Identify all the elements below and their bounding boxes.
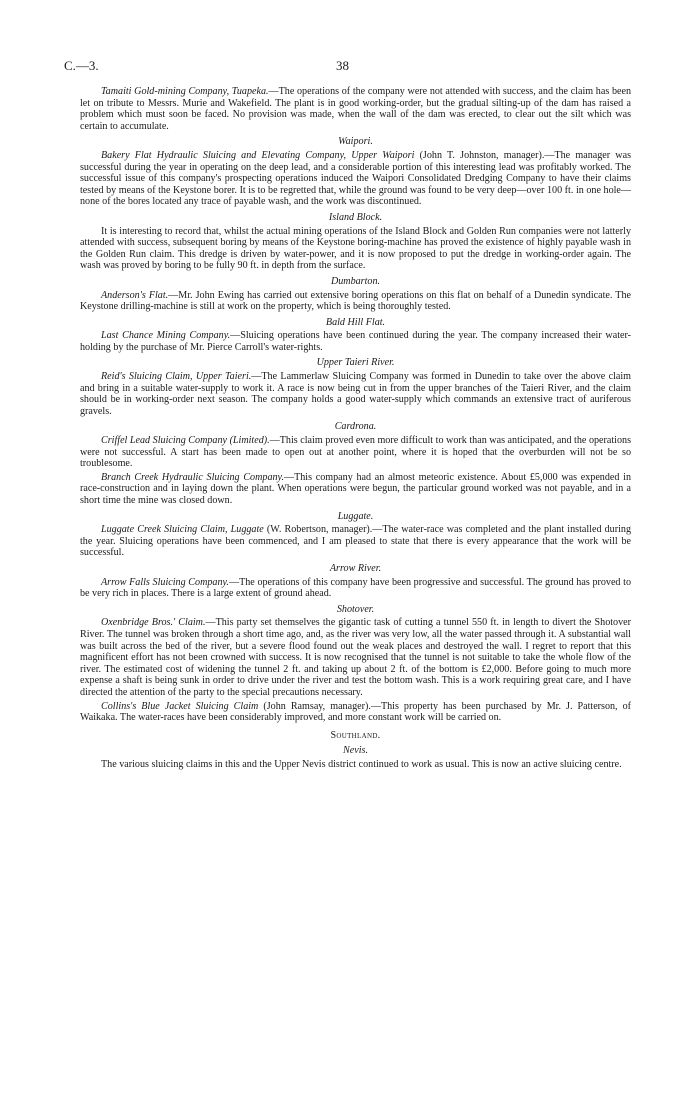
paragraph-branch-creek [80,472,631,507]
paragraph-text: It is interesting to record that, whilst the actual mining operations of the Island Block and Golden Run companies were not latterly attended with success, subsequent boring by means of the Keystone boring-machine has proved the existence of highly payable wash in the Golden Run claim. This dredge is driven by water-power, and it is now proposed to put the dredge in working-order again. The wash was proved by boring to be fully 90 ft. in depth from the surface. [80,225,631,272]
paragraph-text: —This party set themselves the gigantic task of cutting a tunnel 550 ft. in length to divert the Shotover River. The tunnel was broken through a short time ago, and, as the river was very low, all the water passed through it. A substantial wall was built across the bed of the river, but a severe flood found out the weak places and destroyed the wall. I regret to report that this magnificent effort has not been crowned with success. It is now recognised that the tunnel is not suitable to take the whole flow of the river. The estimated cost of widening the tunnel 2 ft. and taking up about 2 ft. of the bottom is £2,000. Before going to much more expense a shaft is being sunk in order to drive under the river and test the bottom wash. This is a work requiring great care, and I have directed the attention of the party to the special precautions necessary. [80,617,631,698]
paragraph-arrow-falls [80,577,631,600]
paragraph-bakery-flat [80,150,631,208]
paragraph-text: The various sluicing claims in this and the Upper Nevis district continued to work as usual. This is now an active sluicing centre. [101,758,622,770]
paragraph-lead: Arrow Falls Sluicing Company. [101,576,229,588]
paragraph-lead: Collins's Blue Jacket Sluicing Claim [101,700,259,712]
region-heading-southland: Southland. [330,729,381,741]
paragraph-text: —The operations of the company were not attended with success, and the claim has been let on tribute to Messrs. Murie and Wakefield. The plant is in good working-order, but the gradual silting-up of the dam has raised a problem which must soon be faced. No provision was made, when the wall of the dam was erected, to clear out the silt which was certain to accumulate. [80,86,632,132]
section-heading-waipori: Waipori. [338,136,373,148]
paragraph-collins-blue-jacket [80,701,631,724]
paragraph-text: —Mr. John Ewing has carried out extensive boring operations on this flat on behalf of a Dunedin syndicate. The Keystone drilling-machine is still at work on the property, which is being thoroughly tested. [80,289,631,313]
paragraph-text: (John Ramsay, manager).—This property has been purchased by Mr. J. Patterson, of Waikaka. The water-races have been considerably improved, and more constant work will be carried on. [80,700,632,724]
paragraph-last-chance [80,330,631,353]
paragraph-lead: Bakery Flat Hydraulic Sluicing and Elevating Company, Upper Waipori [101,149,415,161]
paragraph-text: —The operations of this company have been progressive and successful. The ground has proved to be very rich in places. There is a large extent of ground ahead. [80,576,632,600]
paragraph-lead: Oxenbridge Bros.' Claim. [101,617,206,629]
paragraph-andersons-flat [80,290,631,313]
paragraph-text: —This claim proved even more difficult to work than was anticipated, and the operations were not successful. A start has been made to open out at another point, where it is hoped that the overburden will not be so troublesome. [80,435,631,470]
section-heading-dumbarton: Dumbarton. [330,275,381,287]
paragraph-island-block [80,226,631,272]
section-heading-cardrona: Cardrona. [334,421,377,433]
paragraph-text: —This company had an almost meteoric existence. About £5,000 was expended in race-construction and in laying down the plant. When operations were begun, the particular ground worked was not payable, and in a short time the mine was closed down. [80,471,631,506]
paragraph-lead: Reid's Sluicing Claim, Upper Taieri. [101,371,252,383]
document-code: C.—3. [64,58,99,73]
paragraph-text: —Sluicing operations have been continued during the year. The company increased their water-holding by the purchase of Mr. Pierce Carroll's water-rights. [80,330,631,353]
paragraph-lead: Luggate Creek Sluicing Claim, Luggate [101,524,264,536]
paragraph-lead: Last Chance Mining Company. [101,330,231,342]
paragraph-nevis [80,759,631,771]
section-heading-shotover: Shotover. [336,603,375,615]
page-body [80,86,631,772]
section-heading-arrow-river: Arrow River. [329,562,382,574]
section-heading-luggate: Luggate. [337,510,374,522]
section-heading-bald-hill-flat: Bald Hill Flat. [325,316,386,328]
paragraph-text: (John T. Johnston, manager).—The manager was successful during the year in operating on the deep lead, and a considerable portion of this interesting lead was profitably worked. The successful issue of this company's prospecting operations induced the Waipori Consolidated Dredging Company to have their claims tested by means of the Keystone borer. It is to be regretted that, while the ground was found to be very deep—over 100 ft. in one hole—none of the bores located any trace of payable wash, and the work was discontinued. [80,149,631,208]
paragraph-lead: Criffel Lead Sluicing Company (Limited). [101,435,270,447]
section-heading-island-block: Island Block. [328,211,383,223]
paragraph-oxenbridge [80,617,631,698]
section-heading-upper-taieri: Upper Taieri River. [316,357,395,369]
paragraph-criffel-lead [80,435,631,470]
paragraph-reids-claim [80,371,631,417]
paragraph-tamaiti [80,86,631,132]
paragraph-text: (W. Robertson, manager).—The water-race was completed and the plant installed during the year. Sluicing operations have been commenced, and I am pleased to state that there is every appearance that the work will be successful. [80,524,631,559]
paragraph-luggate-creek [80,524,631,559]
paragraph-text: —The Lammerlaw Sluicing Company was formed in Dunedin to take over the above claim and bring in a suitable water-supply to work it. A race is now being cut in from the upper branches of the Taieri River, and the claim should be in working-order next season. The company holds a good water-supply which commands an extensive tract of auriferous gravels. [80,371,631,417]
paragraph-lead: Branch Creek Hydraulic Sluicing Company. [101,471,284,483]
page-number: 38 [336,58,349,73]
paragraph-lead: Tamaiti Gold-mining Company, Tuapeka. [101,86,269,97]
section-heading-nevis: Nevis. [343,745,368,757]
paragraph-lead: Anderson's Flat. [101,289,169,301]
